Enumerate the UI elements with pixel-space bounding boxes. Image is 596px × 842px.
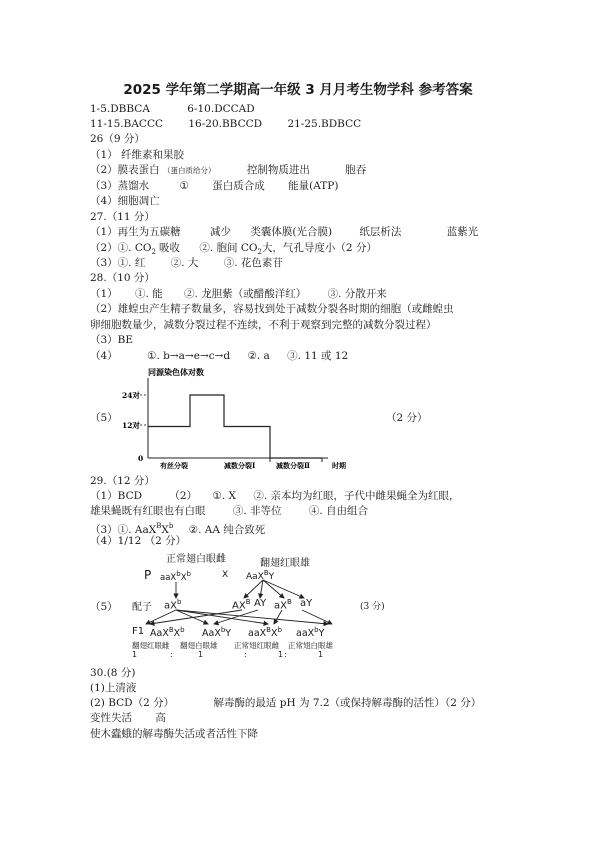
q26-3: （3）蒸馏水 ① 蛋白质合成 能量(ATP) bbox=[90, 180, 339, 192]
q28-5-label: （5） bbox=[90, 412, 118, 424]
ratio-3: 1 bbox=[278, 650, 284, 659]
q26-1: （1） 纤维素和果胶 bbox=[90, 149, 185, 161]
q29-3: （3）①. $AaX^BX^b$ ②. AA 纯合致死 bbox=[90, 522, 266, 536]
mc-6-10: 6-10.DCCAD bbox=[187, 103, 255, 115]
chart-stage-meiosis-2: 减数分裂Ⅱ bbox=[276, 461, 310, 470]
ratio-4: 1 bbox=[318, 650, 324, 659]
ratio-colon-1: : bbox=[170, 650, 173, 659]
q29-head: 29.（12 分） bbox=[90, 475, 155, 487]
ratio-colon-2: : bbox=[244, 650, 247, 659]
mc-row-2 bbox=[90, 118, 361, 131]
gamete-4: $aX^B$ bbox=[274, 598, 292, 612]
q27-1: （1）再生为五碳糖 减少 类囊体膜(光合膜) 纸层析法 蓝紫光 bbox=[90, 226, 479, 238]
chart-ytick-0: 0 bbox=[138, 454, 144, 463]
gamete-label: 配子 bbox=[132, 602, 152, 613]
q30-2: (2) BCD（2 分） 解毒酶的最适 pH 为 7.2（或保持解毒酶的活性）（2 分） bbox=[90, 697, 482, 709]
q29-5-label: （5） bbox=[90, 601, 118, 613]
genetic-cross-diagram bbox=[118, 548, 378, 663]
offspring-2: AaX$^b$Y bbox=[202, 626, 232, 640]
q28-2a: （2）雄蝗虫产生精子数量多，容易找到处于减数分裂各时期的细胞（或雌蝗虫 bbox=[90, 303, 454, 315]
q30-4: 使木蠹蛾的解毒酶失活或者活性下降 bbox=[90, 728, 258, 740]
q30-head: 30.(8 分) bbox=[90, 667, 136, 679]
page-title: 2025 学年第二学期高一年级 3 月月考生物学科 参考答案 bbox=[123, 82, 473, 98]
q28-2b: 卵细胞数量少，减数分裂过程不连续，不利于观察到完整的减数分裂过程） bbox=[90, 319, 437, 331]
female-parent-label: 正常翅白眼雌 bbox=[166, 554, 226, 565]
gamete-5: aY bbox=[300, 598, 313, 609]
q30-1: (1)上清液 bbox=[90, 682, 137, 694]
f1-label: F1 bbox=[132, 626, 145, 637]
q28-4: （4） ①. b→a→e→c→d ②. a ③. 11 或 12 bbox=[90, 350, 349, 362]
q27-3: （3）①. 红 ②. 大 ③. 花色素苷 bbox=[90, 257, 283, 269]
q28-5-score: （2 分） bbox=[386, 412, 428, 424]
q28-head: 28.（10 分） bbox=[90, 272, 155, 284]
phenotype-4: 正常翅白眼雄 bbox=[288, 641, 333, 650]
mc-row-1 bbox=[90, 103, 255, 116]
q29-4: （4）1/12 （2 分） bbox=[90, 535, 187, 547]
male-parent-label: 翻翅红眼雄 bbox=[260, 558, 310, 569]
mc-21-25: 21-25.BDBCC bbox=[287, 118, 362, 130]
chart-ytick-24: 24对 bbox=[122, 391, 140, 400]
mc-11-15: 11-15.BACCC bbox=[90, 118, 164, 130]
gamete-1: $aX^b$ bbox=[164, 598, 182, 612]
q29-5-score: (3 分) bbox=[360, 602, 385, 612]
cross-symbol: X bbox=[222, 570, 229, 580]
mc-1-5: 1-5.DBBCA bbox=[90, 103, 150, 115]
phenotype-3: 正常翅红眼雌 bbox=[234, 641, 279, 650]
mc-16-20: 16-20.BBCCD bbox=[188, 118, 263, 130]
offspring-1: $AaX^BX^b$ bbox=[150, 626, 185, 640]
chart-xlabel: 时期 bbox=[332, 461, 346, 470]
q28-3: （3）BE bbox=[90, 334, 134, 346]
chart-stage-meiosis-1: 减数分裂Ⅰ bbox=[224, 461, 256, 470]
q29-1: （1）BCD （2） ①. X ②. 亲本均为红眼，子代中雌果蝇全为红眼， bbox=[90, 490, 460, 502]
chart-ylabel: 同源染色体对数 bbox=[148, 367, 204, 377]
female-genotype: $aaX^bX^b$ bbox=[160, 570, 191, 583]
q27-head: 27.（11 分） bbox=[90, 211, 155, 223]
gamete-3: AY bbox=[254, 598, 267, 609]
q29-2: 雄果蝇既有红眼也有白眼 ③. 非等位 ④. 自由组合 bbox=[90, 505, 369, 517]
ratio-colon-3: : bbox=[284, 650, 287, 659]
parent-label: P bbox=[144, 568, 152, 582]
q26-2: （2）膜表蛋白 （蛋白质给分） 控制物质进出 胞吞 bbox=[90, 164, 367, 176]
offspring-3: $aaX^BX^b$ bbox=[248, 626, 282, 640]
male-genotype: AaX$^B$Y bbox=[246, 569, 275, 582]
chart-ytick-12: 12对 bbox=[122, 421, 140, 430]
q28-1: （1） ①. 能 ②. 龙胆紫（或醋酸洋红） ③. 分散开来 bbox=[90, 288, 387, 300]
q27-2: （2）①. $CO_2$ 吸收 ②. 胞间 $CO_2$大，气孔导度小（2 分） bbox=[90, 242, 377, 257]
q30-3: 变性失活 高 bbox=[90, 712, 166, 724]
homologous-pairs-chart bbox=[118, 364, 358, 476]
ratio-1: 1 bbox=[132, 650, 138, 659]
gamete-2: $AX^B$ bbox=[232, 598, 251, 612]
q26-head: 26（9 分） bbox=[90, 133, 145, 145]
q26-4: （4）细胞凋亡 bbox=[90, 195, 160, 207]
chart-stage-mitosis: 有丝分裂 bbox=[160, 461, 188, 470]
phenotype-1: 翻翅红眼雌 bbox=[132, 641, 170, 650]
ratio-2: 1 bbox=[198, 650, 204, 659]
chart-step-series bbox=[148, 395, 322, 458]
offspring-4: aaX$^b$Y bbox=[296, 626, 325, 640]
phenotype-2: 翻翅白眼雄 bbox=[180, 641, 218, 650]
